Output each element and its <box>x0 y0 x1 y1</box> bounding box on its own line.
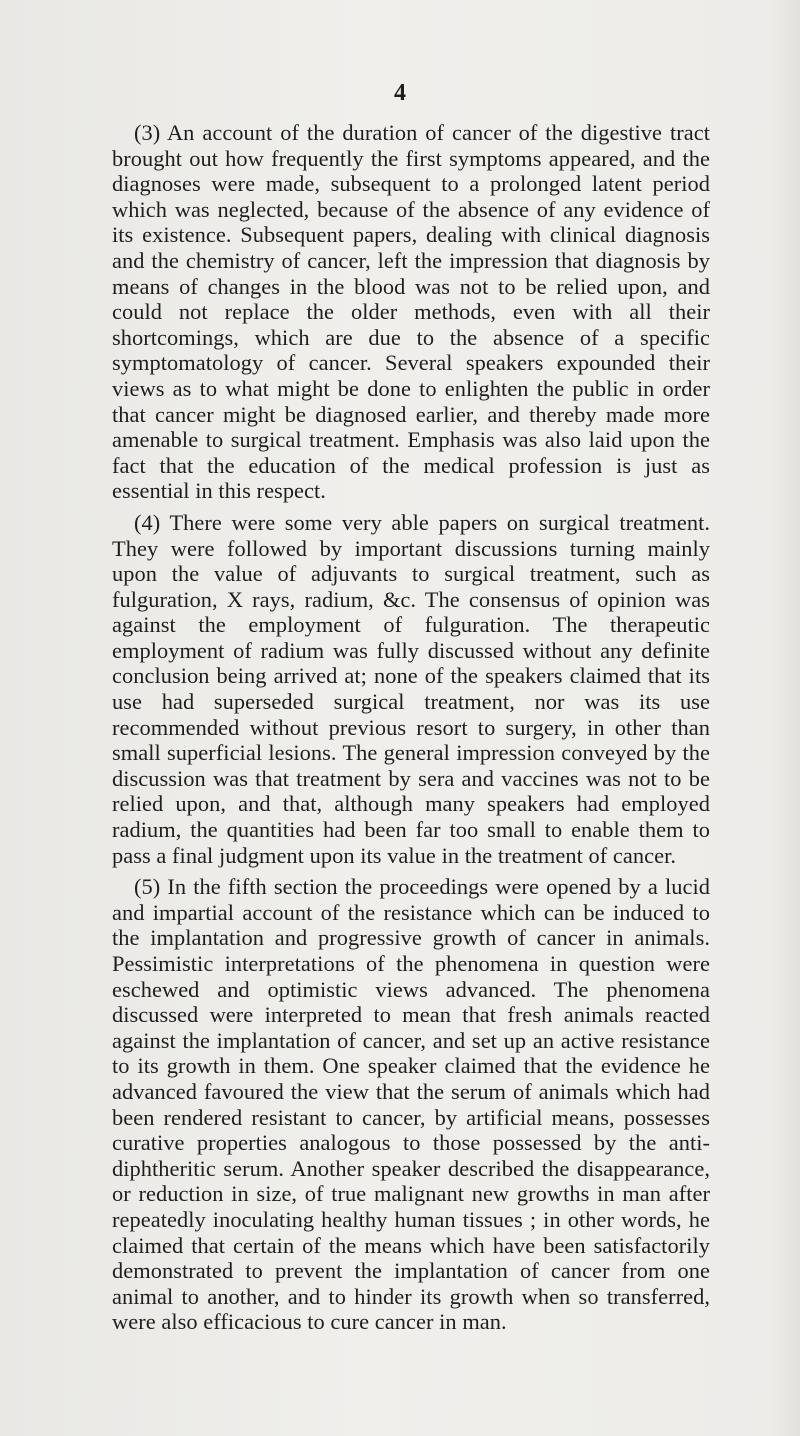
paragraph-4: (4) There were some very able papers on surgical treatment. They were followed by important discussions turning mainly upon the value of adjuvants to surgical treatment, such as fulguration, X rays, radium, &c. The consensus of opinion was against the employment of fulguration. The therapeutic employment of radium was fully discussed without any definite conclusion being arrived at; none of the speakers claimed that its use had superseded surgical treatment, nor was its use recommended without previous resort to surgery, in other than small superficial lesions. The general impression conveyed by the discussion was that treatment by sera and vaccines was not to be relied upon, and that, although many speakers had employed radium, the quantities had been far too small to enable them to pass a final judgment upon its value in the treatment of cancer. <box>112 509 710 868</box>
page-number: 4 <box>394 80 406 106</box>
page-edge-shadow <box>770 0 800 1436</box>
body-text <box>112 120 710 1341</box>
paragraph-3: (3) An account of the duration of cancer of the digestive tract brought out how frequently the first symptoms appeared, and the diagnoses were made, subsequent to a prolonged latent period which was neglected, because of the absence of any evidence of its existence. Subsequent papers, dealing with clinical diagnosis and the chemistry of cancer, left the impression that diagnosis by means of changes in the blood was not to be relied upon, and could not replace the older methods, even with all their shortcomings, which are due to the absence of a specific symptomatology of cancer. Several speakers expounded their views as to what might be done to enlighten the public in order that cancer might be diagnosed earlier, and thereby made more amenable to surgical treatment. Emphasis was also laid upon the fact that the education of the medical profession is just as essential in this respect. <box>112 120 710 504</box>
paragraph-5: (5) In the fifth section the proceedings were opened by a lucid and impartial account of the resistance which can be induced to the implantation and progressive growth of cancer in animals. Pessimistic interpretations of the phenomena in question were eschewed and optimistic views advanced. The phenomena discussed were interpreted to mean that fresh animals reacted against the implantation of cancer, and set up an active resistance to its growth in them. One speaker claimed that the evidence he advanced favoured the view that the serum of animals which had been rendered resistant to cancer, by artificial means, possesses curative properties analogous to those possessed by the anti-diphtheritic serum. Another speaker described the disappearance, or reduction in size, of true malignant new growths in man after repeatedly inoculating healthy human tissues ; in other words, he claimed that certain of the means which have been satisfactorily demonstrated to prevent the implantation of cancer from one animal to another, and to hinder its growth when so transferred, were also efficacious to cure cancer in man. <box>112 874 710 1335</box>
